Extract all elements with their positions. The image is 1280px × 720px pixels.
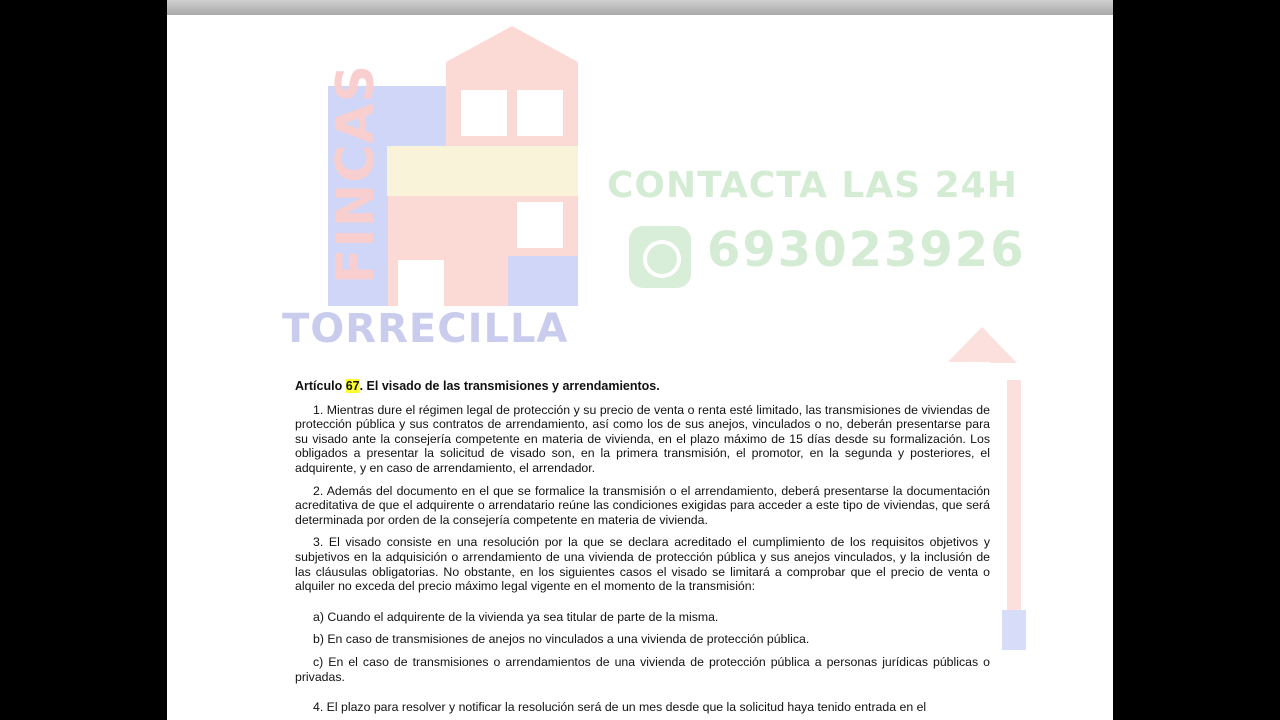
- phone-watermark: 693023926: [707, 222, 1026, 278]
- article-prefix: Artículo: [295, 379, 346, 393]
- item-b: b) En caso de transmisiones de anejos no vinculados a una vivienda de protección pública.: [313, 632, 810, 647]
- logo-fincas-text: FINCAS: [326, 63, 387, 285]
- article-text: [295, 362, 990, 720]
- paragraph-1: 1. Mientras dure el régimen legal de protección y su precio de venta o renta esté limitado, las transmisiones de viviendas de protección pública y sus contratos de arrendamiento, así como los de sus anejos, vinculados o no, deberán presentarse para su visado ante la consejería competente en materia de vivienda, en el plazo máximo de 15 días desde su formalización. Los obligados a presentar la solicitud de visado son, en la primera transmisión, el promotor, en la segunda y posteriores, el adquirente, y en caso de arrendamiento, el arrendador.: [295, 402, 990, 475]
- item-a: a) Cuando el adquirente de la vivienda ya sea titular de parte de la misma.: [313, 609, 719, 624]
- viewer-toolbar: [167, 0, 1113, 15]
- fincas-torrecilla-logo: [280, 24, 582, 354]
- whatsapp-icon: [629, 226, 691, 288]
- document-page: [167, 0, 1113, 720]
- contact-watermark: CONTACTA LAS 24H: [607, 165, 1018, 206]
- paragraph-2: 2. Además del documento en el que se formalice la transmisión o el arrendamiento, deberá presentarse la documentación acreditativa de que el adquirente o arrendatario reúne las condiciones exigidas para acceder a este tipo de viviendas, que será determinada por orden de la consejería competente en materia de vivienda.: [295, 483, 990, 527]
- article-heading: [295, 379, 990, 394]
- item-c: c) En el caso de transmisiones o arrendamientos de una vivienda de protección pública a personas jurídicas públicas o privadas.: [295, 654, 990, 684]
- paragraph-3: 3. El visado consiste en una resolución por la que se declara acreditado el cumplimiento de los requisitos objetivos y subjetivos en la adquisición o arrendamiento de una vivienda de protección pública y sus anejos vinculados, y la inclusión de las cláusulas obligatorias. No obstante, en los siguientes casos el visado se limitará a comprobar que el precio de venta o alquiler no exceda del precio máximo legal vigente en el momento de la transmisión:: [295, 535, 990, 594]
- paragraph-4: 4. El plazo para resolver y notificar la resolución será de un mes desde que la solicitud haya tenido entrada en el: [313, 700, 927, 715]
- logo-torrecilla-text: TORRECILLA: [282, 306, 569, 352]
- search-highlight: 67: [345, 379, 360, 393]
- article-title: . El visado de las transmisiones y arrendamientos.: [359, 379, 660, 393]
